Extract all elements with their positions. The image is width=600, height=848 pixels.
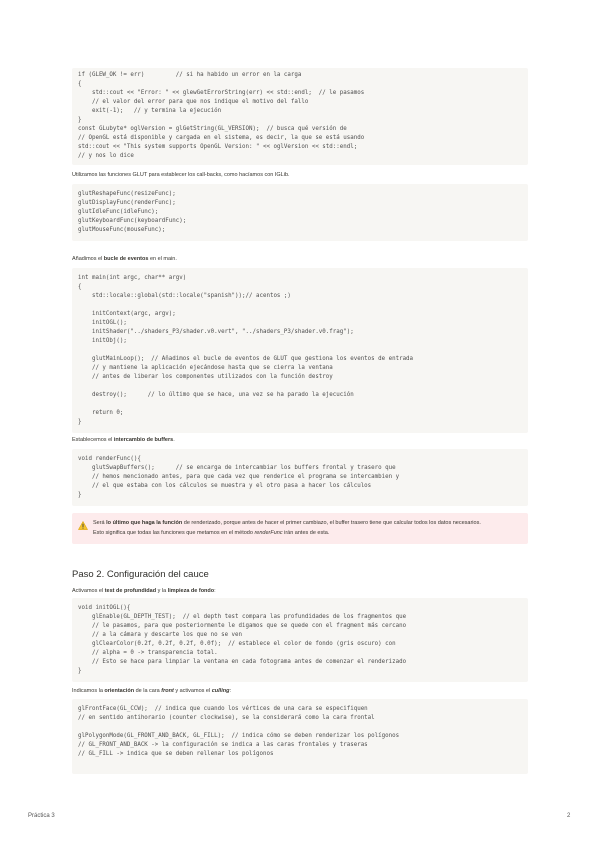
- text-run-italic: renderFunc: [254, 530, 283, 536]
- text-run: :: [229, 688, 231, 694]
- code-text: glFrontFace(GL_CCW); // indica que cuando los vértices de una cara se especifiquen // en sentido antihorario (counter clockwise), se la considerará como la cara frontal glPolygonMode(GL_FRONT_AND_BACK, GL_FILL); // indica cómo se deben renderizar los polígonos // GL_FRONT_AND_BACK -> la configuración se indica a las caras frontales y traseras // GL_FILL -> indica que se deben rellenar los polígonos: [78, 706, 400, 757]
- text-run: Esto significa que todas las funciones que metamos en el método: [93, 530, 255, 536]
- text-run: Indicamos la: [72, 688, 105, 694]
- text-run-bold-italic-inner: front: [161, 688, 174, 694]
- code-text: if (GLEW_OK != err) // si ha habido un error en la carga { std::cout << "Error: " << glewGetErrorString(err) << std::endl; // le pasamos // el valor del error para que nos indique el motivo del fallo exit(-1); // y termina la ejecución } const GLubyte* oglVersion = glGetString(GL_VERSION); // busca qué versión de // OpenGL está disponible y cargada en el sistema, es decir, la que se está usando std::cout << "This system supports OpenGL Version: " << oglVersion << std::endl; // y nos lo dice: [78, 71, 365, 159]
- text-run-bold: orientación: [104, 688, 135, 694]
- text-run-bold: test de profundidad: [104, 588, 157, 594]
- paragraph-text: Utilizamos las funciones GLUT para establecer los call-backs, como hacíamos con IGLib.: [72, 172, 290, 178]
- text-run: :: [214, 588, 216, 594]
- text-run: de la cara: [134, 688, 162, 694]
- text-run-bold: intercambio de buffers: [113, 437, 174, 443]
- footer-title: Práctica 3: [28, 813, 55, 819]
- paragraph-callbacks: [72, 171, 290, 179]
- warning-icon: [78, 521, 88, 530]
- text-run: irán antes de esta.: [282, 530, 330, 536]
- code-text: glutReshapeFunc(resizeFunc); glutDisplayFunc(renderFunc); glutIdleFunc(idleFunc); glutKeyboardFunc(keyboardFunc); glutMouseFunc(mouseFunc);: [78, 191, 187, 233]
- code-text: void renderFunc(){ glutSwapBuffers(); // se encarga de intercambiar los buffers frontal y trasero que // hemos mencionado antes, para que cada vez que renderice el programa se intercambien y // el que estaba con los cálculos se muestra y el otro pasa a hacer los cálculos }: [78, 456, 400, 498]
- paragraph-depth-test: [72, 587, 216, 595]
- text-run-bold: lo último que haga la función: [106, 520, 183, 526]
- code-block-glew-check: [72, 68, 528, 165]
- text-run: .: [173, 437, 175, 443]
- text-run-bold: bucle de eventos: [103, 256, 149, 262]
- text-run: en el main.: [148, 256, 177, 262]
- page-number: 2: [567, 813, 571, 819]
- code-block-render-func: [72, 449, 528, 506]
- text-run-bold: limpieza de fondo: [167, 588, 215, 594]
- text-run: Añadimos el: [72, 256, 104, 262]
- code-text: int main(int argc, char** argv) { std::locale::global(std::locale("spanish"));// acentos ;) initContext(argc, argv); initOGL(); initShader("../shaders_P3/shader.v0.vert", "../shaders_P3/shader.v0.frag"); initObj(); glutMainLoop(); // Añadimos el bucle de eventos de GLUT que gestiona los eventos de entrada // y mantiene la aplicación ejecándose hasta que se cierra la ventana // antes de liberar los componentes utilizados con la función destroy destroy(); // lo último que se hace, una vez se ha parado la ejecución return 0; }: [78, 275, 414, 425]
- text-run: y la: [156, 588, 168, 594]
- section-heading-step-2: Paso 2. Configuración del cauce: [72, 569, 209, 580]
- warning-callout: [72, 513, 528, 544]
- paragraph-event-loop: [72, 255, 177, 263]
- paragraph-face-culling: [72, 687, 231, 695]
- text-run: de renderizado, porque antes de hacer el primer cambiazo, el buffer trasero tiene que calcular todos los datos necesarios.: [182, 520, 481, 526]
- text-run: Activamos el: [72, 588, 105, 594]
- paragraph-swap-buffers: [72, 436, 175, 444]
- text-run: y activamos el: [173, 688, 212, 694]
- text-run-bold-italic: [212, 688, 230, 694]
- callout-line-2: [93, 528, 522, 538]
- callout-line-1: [93, 518, 522, 528]
- text-run-bold-italic-inner: culling: [211, 688, 230, 694]
- code-block-face-culling: [72, 699, 528, 774]
- code-block-init-ogl: [72, 598, 528, 682]
- text-run: Será: [93, 520, 107, 526]
- code-text: void initOGL(){ glEnable(GL_DEPTH_TEST); // el depth test compara las profundidades de los fragmentos que // le pasamos, para que posteriormente le digamos que se quede con el fragment más cercano // a la cámara y descarte los que no se ven glClearColor(0.2f, 0.2f, 0.2f, 0.0f); // establece el color de fondo (gris oscuro) con // alpha = 0 -> transparencia total. // Esto se hace para limpiar la ventana en cada fotograma antes de comenzar el renderizado }: [78, 605, 407, 674]
- code-block-main: [72, 268, 528, 433]
- text-run: Establecemos el: [72, 437, 114, 443]
- text-run-bold-italic: [161, 688, 174, 694]
- code-block-glut-callbacks: [72, 184, 528, 241]
